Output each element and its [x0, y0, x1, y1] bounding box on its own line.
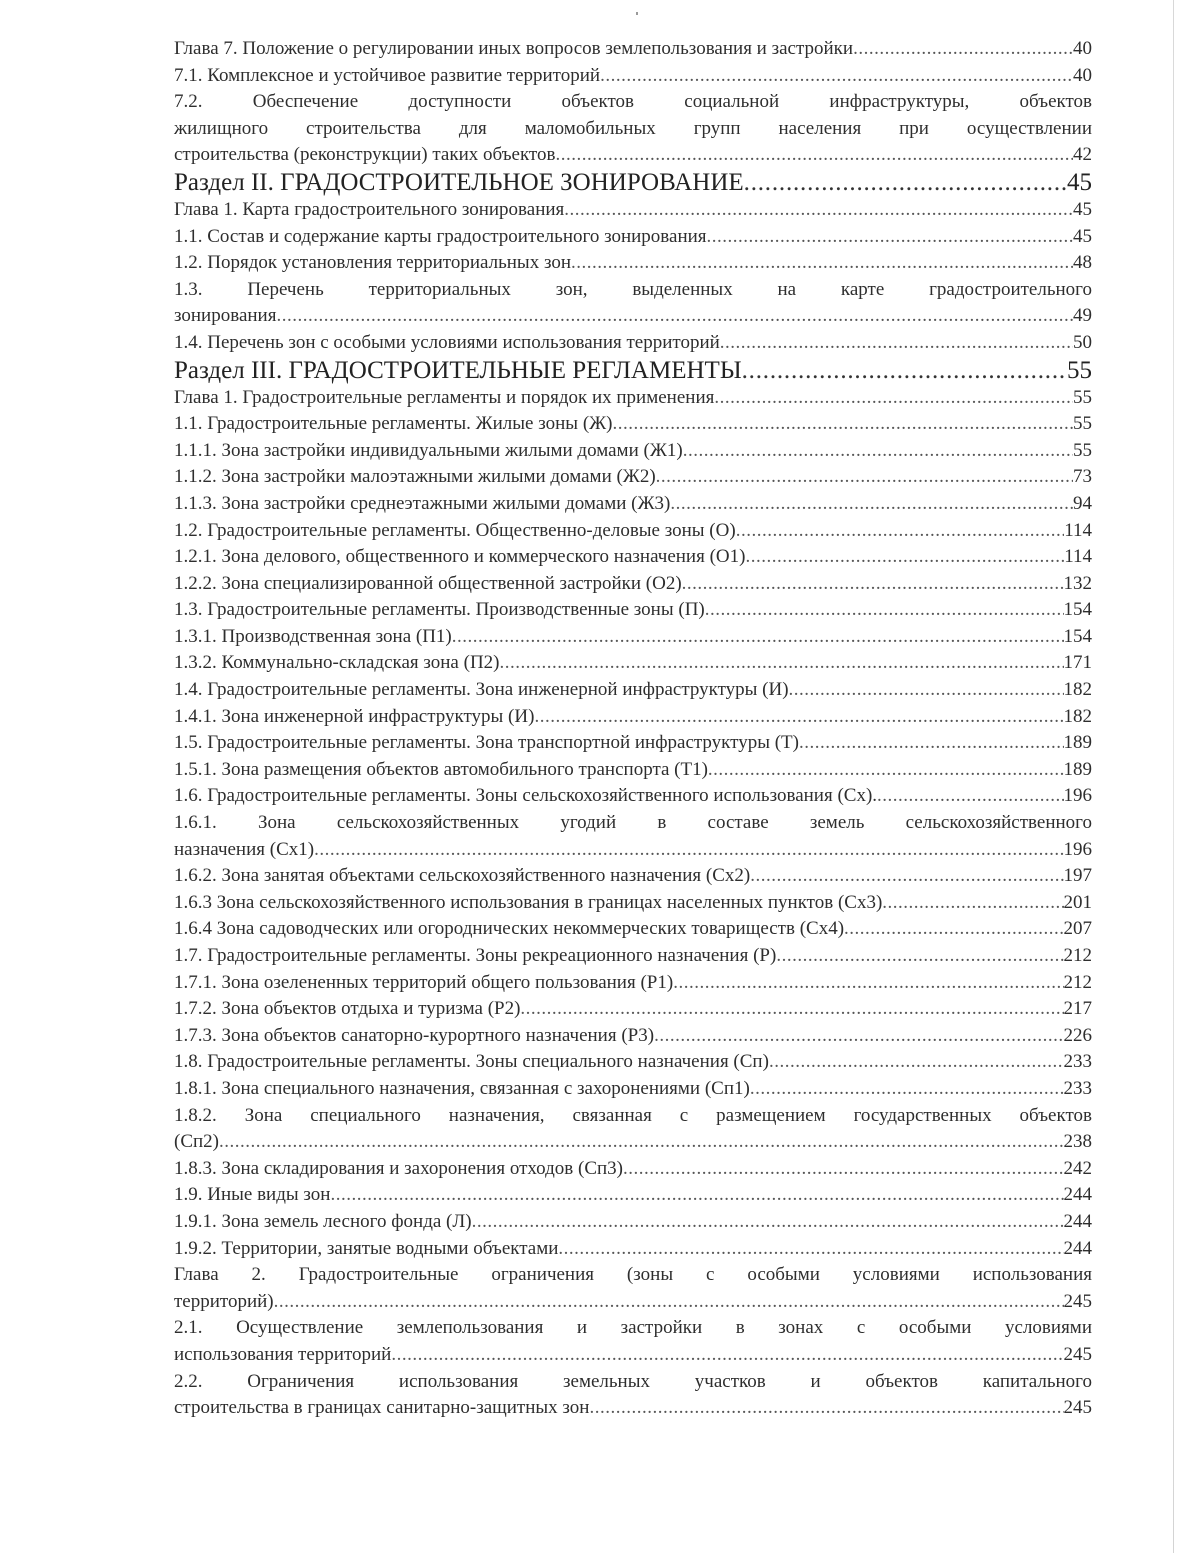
- toc-entry[interactable]: [174, 1315, 1092, 1368]
- dot-leader: [673, 970, 1063, 997]
- dot-leader: [555, 142, 1073, 169]
- dot-leader: [219, 1129, 1064, 1156]
- toc-entry-title: использования территорий: [174, 1343, 392, 1365]
- toc-page-number: 171: [1063, 652, 1092, 674]
- toc-entry-title: 1.6. Градостроительные регламенты. Зоны сельскохозяйственного использования (Сх).: [174, 785, 878, 807]
- toc-entry-title: 1.3. Градостроительные регламенты. Производственные зоны (П): [174, 599, 705, 621]
- toc-section-heading[interactable]: [174, 357, 1092, 385]
- toc-page-number: 217: [1063, 998, 1092, 1020]
- dot-leader: [452, 624, 1064, 651]
- dot-leader: [670, 491, 1073, 518]
- toc-page-number: 45: [1067, 168, 1092, 196]
- toc-page-number: 132: [1063, 572, 1092, 594]
- toc-entry-line: Глава 2. Градостроительные ограничения (зоны с особыми условиями использования: [174, 1264, 1092, 1286]
- toc-entry-title: 1.1.2. Зона застройки малоэтажными жилыми домами (Ж2): [174, 466, 656, 488]
- dot-leader: [500, 650, 1064, 677]
- toc-entry[interactable]: [174, 197, 1092, 224]
- toc-page-number: 245: [1063, 1397, 1092, 1419]
- dot-leader: [882, 890, 1063, 917]
- toc-page-number: 55: [1073, 439, 1092, 461]
- toc-entry-title: 7.1. Комплексное и устойчивое развитие территорий: [174, 64, 601, 86]
- toc-entry[interactable]: [174, 677, 1092, 704]
- toc-page-number: 55: [1073, 413, 1092, 435]
- toc-entry[interactable]: [174, 1369, 1092, 1422]
- toc-entry[interactable]: [174, 63, 1092, 90]
- toc-page-number: 245: [1063, 1290, 1092, 1312]
- toc-entry[interactable]: [174, 464, 1092, 491]
- toc-entry[interactable]: [174, 890, 1092, 917]
- dot-leader: [654, 1023, 1063, 1050]
- toc-entry[interactable]: [174, 730, 1092, 757]
- toc-entry-last-line: [174, 1342, 1092, 1369]
- toc-page-number: 182: [1063, 679, 1092, 701]
- toc-entry[interactable]: [174, 624, 1092, 651]
- toc-entry[interactable]: [174, 704, 1092, 731]
- toc-entry-line: 1.6.1. Зона сельскохозяйственных угодий в составе земель сельскохозяйственного: [174, 812, 1092, 834]
- dot-leader: [769, 1049, 1064, 1076]
- dot-leader: [564, 197, 1073, 224]
- toc-entry-title: 1.9.1. Зона земель лесного фонда (Л): [174, 1210, 472, 1232]
- dot-leader: [571, 250, 1073, 277]
- toc-entry[interactable]: [174, 783, 1092, 810]
- toc-entry-title: 1.3.1. Производственная зона (П1): [174, 625, 452, 647]
- dot-leader: [720, 330, 1073, 357]
- toc-entry-title: 1.7.3. Зона объектов санаторно-курортного назначения (Р3): [174, 1024, 655, 1046]
- dot-leader: [330, 1182, 1063, 1209]
- toc-entry[interactable]: [174, 1262, 1092, 1315]
- toc-entry-title: 1.1. Градостроительные регламенты. Жилые зоны (Ж): [174, 413, 613, 435]
- toc-entry-line: 1.3. Перечень территориальных зон, выделенных на карте градостроительного: [174, 278, 1092, 300]
- toc-entry[interactable]: [174, 518, 1092, 545]
- toc-entry[interactable]: [174, 916, 1092, 943]
- toc-entry[interactable]: [174, 250, 1092, 277]
- toc-entry[interactable]: [174, 36, 1092, 63]
- dot-leader: [745, 544, 1064, 571]
- toc-page-number: 242: [1063, 1157, 1092, 1179]
- toc-entry[interactable]: [174, 544, 1092, 571]
- dot-leader: [274, 1289, 1064, 1316]
- toc-page-number: 189: [1063, 758, 1092, 780]
- table-of-contents: [174, 36, 1092, 1422]
- toc-entry[interactable]: [174, 863, 1092, 890]
- toc-entry[interactable]: [174, 385, 1092, 412]
- toc-page-number: 45: [1073, 198, 1092, 220]
- toc-entry[interactable]: [174, 1076, 1092, 1103]
- toc-entry[interactable]: [174, 1236, 1092, 1263]
- toc-page-number: 244: [1063, 1237, 1092, 1259]
- toc-page-number: 212: [1063, 945, 1092, 966]
- toc-page-number: 238: [1063, 1131, 1092, 1153]
- toc-entry[interactable]: [174, 491, 1092, 518]
- toc-entry[interactable]: [174, 438, 1092, 465]
- dot-leader: [707, 224, 1073, 251]
- toc-entry[interactable]: [174, 411, 1092, 438]
- toc-entry-title: назначения (Сх1): [174, 838, 315, 860]
- toc-entry-title: 1.2.1. Зона делового, общественного и коммерческого назначения (О1): [174, 546, 746, 568]
- toc-entry-title: 1.1. Состав и содержание карты градостроительного зонирования: [174, 225, 707, 247]
- toc-entry-title: строительства в границах санитарно-защитных зон: [174, 1397, 590, 1419]
- dot-leader: [853, 36, 1073, 63]
- toc-entry[interactable]: [174, 996, 1092, 1023]
- dot-leader: [276, 303, 1073, 330]
- dot-leader: [314, 837, 1063, 864]
- toc-page-number: 189: [1063, 732, 1092, 754]
- dot-leader: [776, 943, 1063, 970]
- dot-leader: [877, 783, 1063, 810]
- toc-entry-title: 1.6.4 Зона садоводческих или огороднических некоммерческих товариществ (Сх4): [174, 918, 845, 940]
- toc-page-number: 207: [1063, 918, 1092, 940]
- toc-entry[interactable]: [174, 89, 1092, 169]
- toc-entry[interactable]: [174, 1023, 1092, 1050]
- toc-entry-title: 1.8.1. Зона специального назначения, связанная с захоронениями (Сп1): [174, 1077, 750, 1099]
- toc-entry-title: 1.7. Градостроительные регламенты. Зоны рекреационного назначения (Р): [174, 945, 777, 966]
- toc-page-number: 196: [1063, 785, 1092, 807]
- toc-entry[interactable]: [174, 277, 1092, 330]
- toc-entry-title: Раздел II. ГРАДОСТРОИТЕЛЬНОЕ ЗОНИРОВАНИЕ: [174, 168, 744, 196]
- toc-page-number: 201: [1063, 891, 1092, 913]
- page-edge-line: [1173, 0, 1174, 1553]
- toc-entry[interactable]: [174, 224, 1092, 251]
- toc-entry-title: 1.2. Порядок установления территориальных зон: [174, 252, 572, 274]
- dot-leader: [736, 518, 1065, 545]
- dot-leader: [520, 996, 1063, 1023]
- dot-leader: [391, 1342, 1063, 1369]
- toc-page-number: 49: [1073, 305, 1092, 327]
- dot-leader: [656, 464, 1073, 491]
- toc-entry[interactable]: [174, 330, 1092, 357]
- dot-leader: [589, 1395, 1063, 1422]
- toc-entry[interactable]: [174, 650, 1092, 677]
- toc-entry-line: жилищного строительства для маломобильных групп населения при осуществлении: [174, 117, 1092, 139]
- toc-page-number: 182: [1063, 705, 1092, 727]
- toc-entry[interactable]: [174, 571, 1092, 598]
- toc-entry-title: 1.4.1. Зона инженерной инфраструктуры (И): [174, 705, 535, 727]
- toc-page-number: 197: [1063, 865, 1092, 887]
- toc-page-number: 154: [1063, 599, 1092, 621]
- dot-leader: [714, 385, 1073, 412]
- toc-entry[interactable]: [174, 1209, 1092, 1236]
- dot-leader: [472, 1209, 1064, 1236]
- toc-entry-title: 1.8. Градостроительные регламенты. Зоны специального назначения (Сп): [174, 1051, 769, 1073]
- toc-entry[interactable]: [174, 810, 1092, 863]
- toc-entry-title: Раздел III. ГРАДОСТРОИТЕЛЬНЫЕ РЕГЛАМЕНТЫ: [174, 356, 742, 384]
- toc-page-number: 55: [1073, 386, 1092, 408]
- toc-entry-title: 1.1.3. Зона застройки среднеэтажными жилыми домами (Ж3): [174, 492, 671, 514]
- toc-entry[interactable]: [174, 597, 1092, 624]
- toc-entry-last-line: [174, 1289, 1092, 1316]
- toc-page-number: 154: [1063, 625, 1092, 647]
- dot-leader: [705, 597, 1064, 624]
- toc-entry-title: 1.8.3. Зона складирования и захоронения отходов (Сп3): [174, 1157, 623, 1179]
- toc-section-heading[interactable]: [174, 169, 1092, 197]
- toc-entry-title: зонирования: [174, 305, 277, 327]
- dot-leader: [683, 438, 1073, 465]
- toc-entry-title: 1.9.2. Территории, занятые водными объектами: [174, 1237, 559, 1259]
- toc-entry-title: (Сп2): [174, 1131, 219, 1153]
- toc-entry[interactable]: [174, 757, 1092, 784]
- dot-leader: [750, 1076, 1064, 1103]
- toc-entry-last-line: [174, 303, 1092, 330]
- dot-leader: [799, 730, 1064, 757]
- toc-entry-title: 1.4. Градостроительные регламенты. Зона инженерной инфраструктуры (И): [174, 679, 789, 701]
- toc-page-number: 45: [1073, 225, 1092, 247]
- toc-entry-last-line: [174, 142, 1092, 169]
- toc-entry[interactable]: [174, 970, 1092, 997]
- toc-page-number: 226: [1063, 1024, 1092, 1046]
- toc-entry[interactable]: [174, 1103, 1092, 1156]
- toc-page-number: 48: [1073, 252, 1092, 274]
- toc-entry-line: 2.2. Ограничения использования земельных участков и объектов капитального: [174, 1370, 1092, 1392]
- toc-page-number: 40: [1073, 38, 1092, 59]
- dot-leader: [682, 571, 1064, 598]
- toc-page-number: 55: [1067, 356, 1092, 384]
- toc-entry-title: 1.2. Градостроительные регламенты. Общественно-деловые зоны (О): [174, 519, 736, 541]
- toc-page-number: 114: [1064, 519, 1092, 541]
- toc-entry-title: 1.6.3 Зона сельскохозяйственного использования в границах населенных пунктов (Сх3): [174, 891, 883, 913]
- toc-page-number: 233: [1063, 1077, 1092, 1099]
- toc-entry-last-line: [174, 1395, 1092, 1422]
- toc-entry-line: 1.8.2. Зона специального назначения, связанная с размещением государственных объектов: [174, 1104, 1092, 1126]
- toc-entry-title: 1.5.1. Зона размещения объектов автомобильного транспорта (Т1): [174, 758, 708, 780]
- toc-entry-title: строительства (реконструкции) таких объектов: [174, 144, 556, 166]
- toc-page-number: 244: [1063, 1184, 1092, 1206]
- toc-page-number: 50: [1073, 331, 1092, 353]
- toc-page-number: 42: [1073, 144, 1092, 166]
- toc-entry-title: 1.7.2. Зона объектов отдыха и туризма (Р2): [174, 998, 521, 1020]
- dot-leader: [623, 1156, 1064, 1183]
- dot-leader: [600, 63, 1073, 90]
- toc-page-number: 233: [1063, 1051, 1092, 1073]
- toc-entry-title: Глава 1. Карта градостроительного зонирования: [174, 198, 565, 220]
- toc-entry[interactable]: [174, 1182, 1092, 1209]
- dot-leader: [844, 916, 1063, 943]
- toc-page-number: 114: [1064, 546, 1092, 568]
- toc-entry[interactable]: [174, 1156, 1092, 1183]
- toc-entry-title: 1.6.2. Зона занятая объектами сельскохозяйственного назначения (Сх2): [174, 865, 751, 887]
- toc-entry-title: 1.4. Перечень зон с особыми условиями использования территорий: [174, 331, 720, 353]
- toc-entry-title: 1.9. Иные виды зон: [174, 1184, 331, 1206]
- toc-entry-line: 2.1. Осуществление землепользования и застройки в зонах с особыми условиями: [174, 1317, 1092, 1339]
- toc-entry[interactable]: [174, 1049, 1092, 1076]
- toc-entry[interactable]: [174, 943, 1092, 970]
- toc-entry-last-line: [174, 1129, 1092, 1156]
- toc-entry-title: территорий): [174, 1290, 274, 1312]
- toc-entry-title: 1.7.1. Зона озелененных территорий общего пользования (Р1): [174, 971, 674, 993]
- toc-entry-last-line: [174, 837, 1092, 864]
- dot-leader: [534, 704, 1063, 731]
- toc-entry-title: Глава 7. Положение о регулировании иных вопросов землепользования и застройки: [174, 38, 854, 59]
- dot-leader: [789, 677, 1064, 704]
- toc-page-number: 196: [1063, 838, 1092, 860]
- toc-page-number: 73: [1073, 466, 1092, 488]
- dot-leader: [744, 169, 1067, 197]
- toc-entry-title: 1.1.1. Зона застройки индивидуальными жилыми домами (Ж1): [174, 439, 683, 461]
- toc-entry-title: 1.2.2. Зона специализированной общественной застройки (О2): [174, 572, 682, 594]
- toc-page-number: 40: [1073, 64, 1092, 86]
- dot-leader: [613, 411, 1074, 438]
- dot-leader: [742, 357, 1067, 385]
- toc-page-number: 94: [1073, 492, 1092, 514]
- toc-entry-line: 7.2. Обеспечение доступности объектов социальной инфраструктуры, объектов: [174, 91, 1092, 113]
- dot-leader: [708, 757, 1064, 784]
- toc-entry-title: 1.5. Градостроительные регламенты. Зона транспортной инфраструктуры (Т): [174, 732, 799, 754]
- dot-leader: [750, 863, 1063, 890]
- toc-entry-title: 1.3.2. Коммунально-складская зона (П2): [174, 652, 500, 674]
- toc-page-number: 245: [1063, 1343, 1092, 1365]
- toc-entry-title: Глава 1. Градостроительные регламенты и порядок их применения: [174, 386, 715, 408]
- dot-leader: [558, 1236, 1063, 1263]
- scan-speck: [636, 12, 638, 15]
- toc-page-number: 212: [1063, 971, 1092, 993]
- toc-page-number: 244: [1063, 1210, 1092, 1232]
